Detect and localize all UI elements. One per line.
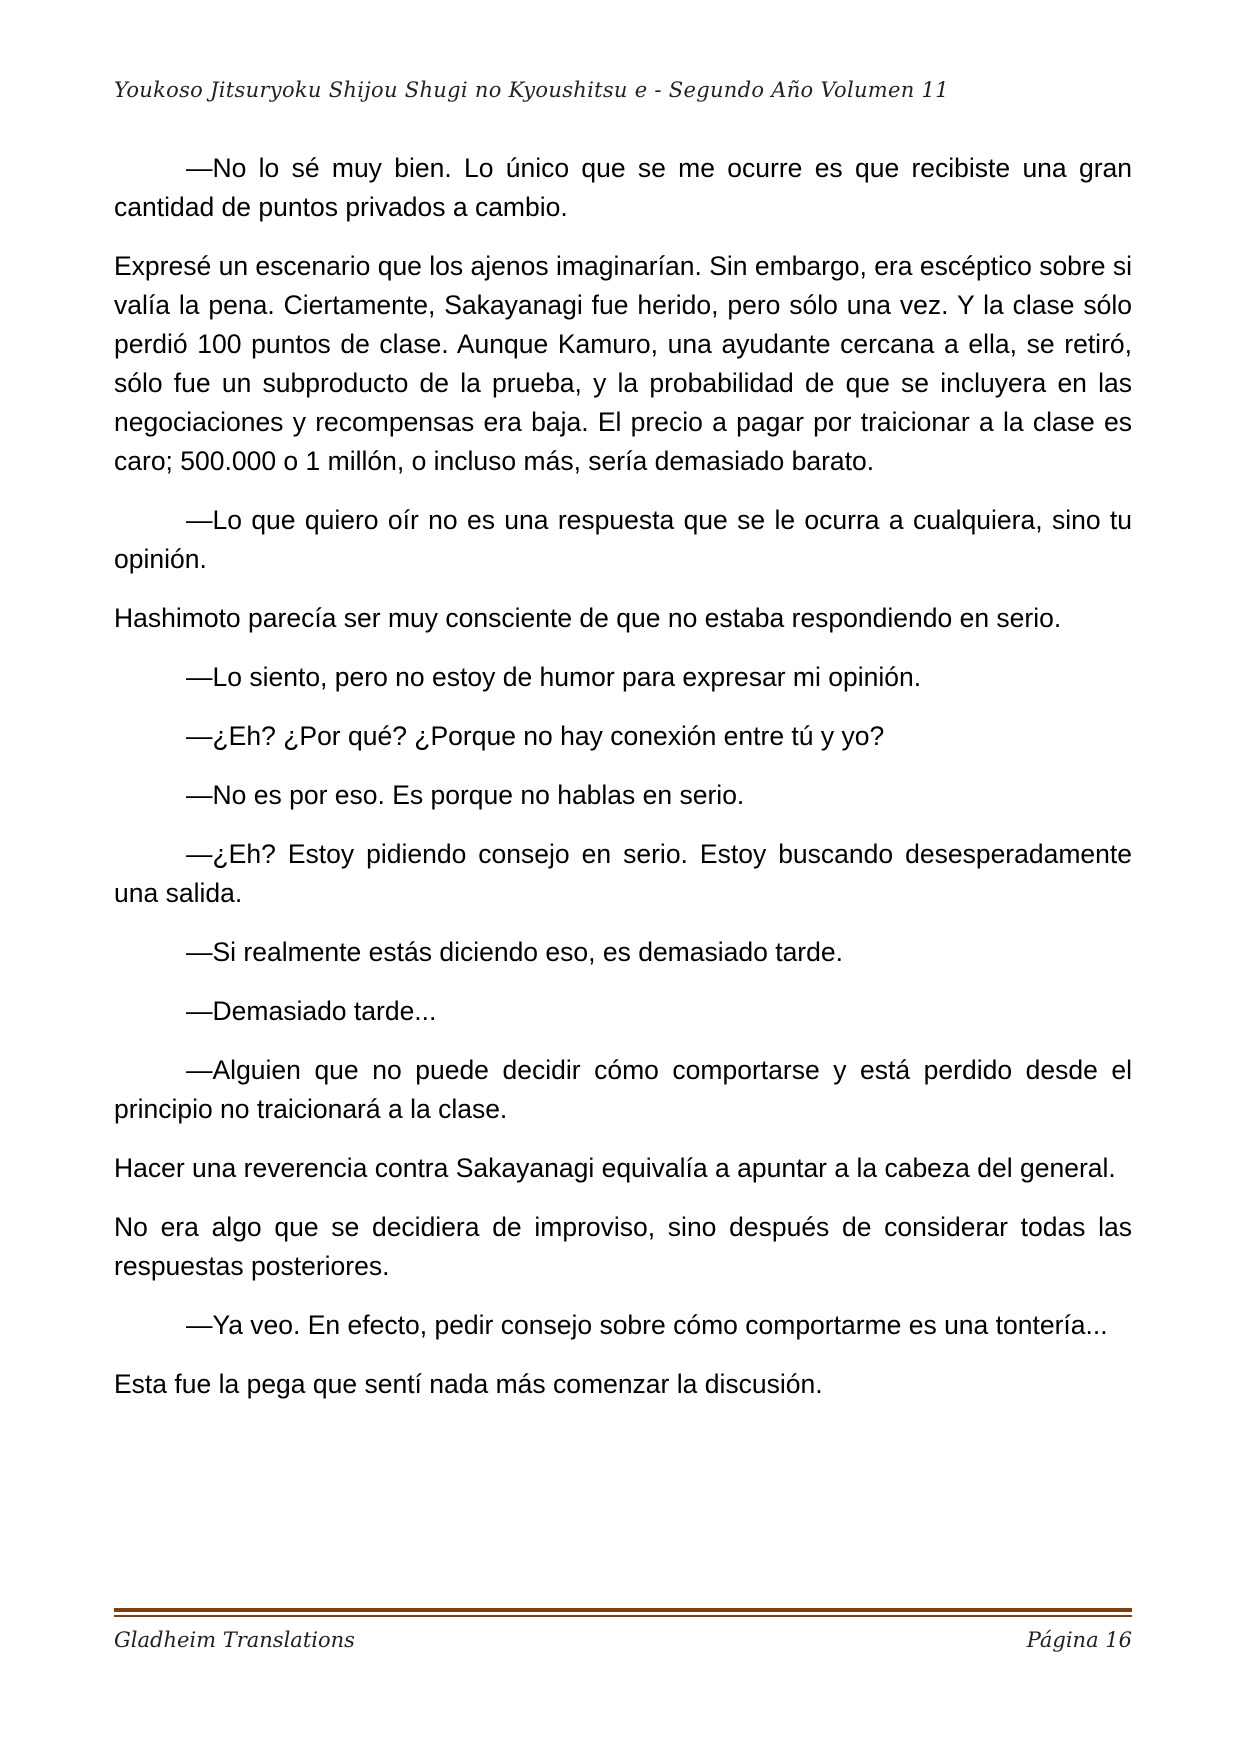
paragraph-15: Esta fue la pega que sentí nada más comenzar la discusión.: [114, 1369, 823, 1399]
paragraph-13: No era algo que se decidiera de improviso, sino después de considerar todas las respuestas posteriores.: [114, 1212, 1132, 1281]
paragraph-9: —Si realmente estás diciendo eso, es demasiado tarde.: [186, 937, 843, 967]
paragraph-14: —Ya veo. En efecto, pedir consejo sobre cómo comportarme es una tontería...: [186, 1310, 1108, 1340]
page-body: [114, 149, 1132, 1424]
paragraph-1: —No lo sé muy bien. Lo único que se me ocurre es que recibiste una gran cantidad de puntos privados a cambio.: [114, 153, 1132, 222]
paragraph-2: Expresé un escenario que los ajenos imaginarían. Sin embargo, era escéptico sobre si valía la pena. Ciertamente, Sakayanagi fue herido, pero sólo una vez. Y la clase sólo perdió 100 puntos de clase. Aunque Kamuro, una ayudante cercana a ella, se retiró, sólo fue un subproducto de la prueba, y la probabilidad de que se incluyera en las negociaciones y recompensas era baja. El precio a pagar por traicionar a la clase es caro; 500.000 o 1 millón, o incluso más, sería demasiado barato.: [114, 251, 1132, 476]
paragraph-11: —Alguien que no puede decidir cómo comportarse y está perdido desde el principio no traicionará a la clase.: [114, 1055, 1132, 1124]
paragraph-6: —¿Eh? ¿Por qué? ¿Porque no hay conexión entre tú y yo?: [186, 721, 885, 751]
footer-divider: [114, 1608, 1132, 1617]
paragraph-7: —No es por eso. Es porque no hablas en serio.: [186, 780, 745, 810]
footer-divider-thick-line: [114, 1608, 1132, 1612]
paragraph-12: Hacer una reverencia contra Sakayanagi equivalía a apuntar a la cabeza del general.: [114, 1153, 1116, 1183]
paragraph-3: —Lo que quiero oír no es una respuesta que se le ocurra a cualquiera, sino tu opinión.: [114, 505, 1132, 574]
footer-divider-thin-line: [114, 1615, 1132, 1617]
running-header-title: Youkoso Jitsuryoku Shijou Shugi no Kyoushitsu e - Segundo Año Volumen 11: [114, 78, 949, 102]
paragraph-5: —Lo siento, pero no estoy de humor para expresar mi opinión.: [186, 662, 922, 692]
paragraph-10: —Demasiado tarde...: [186, 996, 437, 1026]
paragraph-4: Hashimoto parecía ser muy consciente de que no estaba respondiendo en serio.: [114, 603, 1062, 633]
footer-page-number: Página 16: [1026, 1628, 1132, 1652]
paragraph-8: —¿Eh? Estoy pidiendo consejo en serio. Estoy buscando desesperadamente una salida.: [114, 839, 1132, 908]
footer-translator-credit: Gladheim Translations: [114, 1628, 355, 1652]
